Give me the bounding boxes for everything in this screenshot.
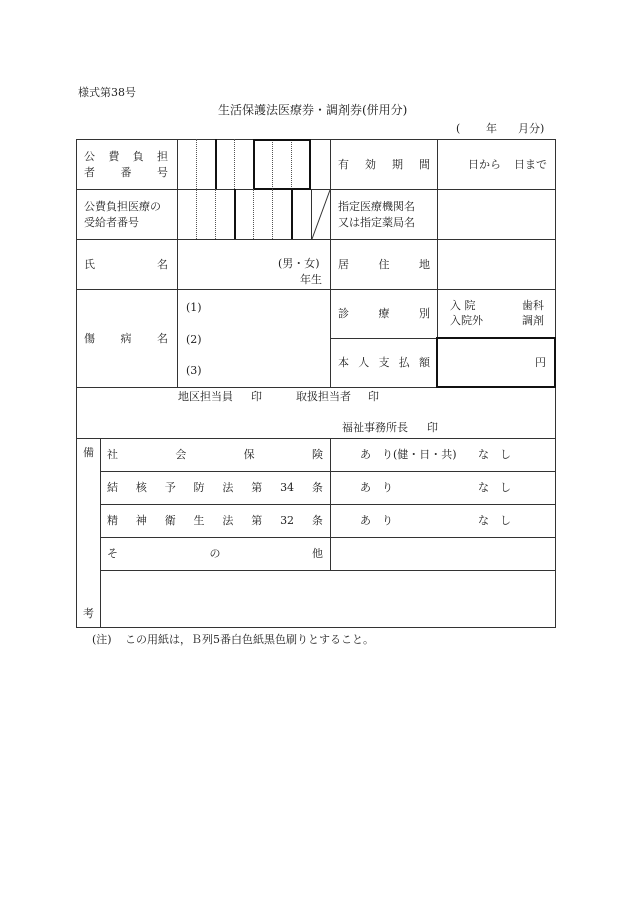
remarks-item-mental-health: 精 神 衛 生 法 第 32 条 (107, 514, 323, 527)
remarks-item-social-insurance: 社 会 保 険 (107, 448, 323, 461)
validity-from: 日から (468, 158, 501, 171)
treatment-inpatient[interactable]: 入 院 (450, 299, 476, 312)
disease-item-2[interactable]: (2) (186, 333, 202, 346)
date-paren-open: ( (456, 122, 461, 135)
copay-field[interactable] (439, 340, 532, 386)
treatment-outpatient[interactable]: 入院外 (450, 314, 483, 327)
note-label: (注) (92, 633, 112, 646)
tuberculosis-no[interactable]: な し (478, 481, 511, 494)
remarks-item-other: そ の 他 (107, 547, 323, 560)
disease-item-1[interactable]: (1) (186, 301, 202, 314)
payer-number-field[interactable] (178, 140, 330, 189)
treatment-dispensing[interactable]: 調剤 (522, 314, 544, 327)
other-field[interactable] (331, 538, 555, 570)
remarks-item-tuberculosis: 結 核 予 防 法 第 34 条 (107, 481, 323, 494)
remarks-free-field[interactable] (101, 571, 555, 627)
date-year: 年 (486, 122, 497, 135)
mental-health-no[interactable]: な し (478, 514, 511, 527)
address-label: 居 住 地 (338, 258, 430, 271)
date-month-unit: 月分) (518, 122, 545, 135)
office-chief-label: 福祉事務所長 (342, 421, 408, 434)
district-officer-label: 地区担当員 (178, 390, 233, 403)
institution-field[interactable] (438, 190, 555, 239)
copay-unit: 円 (535, 356, 546, 369)
payer-number-label-line1: 公 費 負 担 (84, 150, 168, 163)
institution-label-line2: 又は指定薬局名 (338, 216, 415, 229)
validity-field[interactable] (438, 140, 555, 189)
district-officer-seal[interactable]: 印 (251, 390, 262, 403)
social-insurance-no[interactable]: な し (478, 448, 511, 461)
disease-label: 傷 病 名 (84, 332, 168, 345)
recipient-number-slash (311, 189, 331, 240)
office-chief-seal[interactable]: 印 (427, 421, 438, 434)
social-insurance-yes[interactable]: あ り(健・日・共) (360, 448, 457, 461)
name-label: 氏 名 (84, 258, 168, 271)
name-field[interactable] (178, 240, 273, 289)
treatment-dental[interactable]: 歯科 (522, 299, 544, 312)
payer-number-label-line2: 者 番 号 (84, 166, 168, 179)
institution-label-line1: 指定医療機関名 (338, 200, 415, 213)
treatment-label: 診 療 別 (338, 307, 430, 320)
remarks-label-bottom: 考 (83, 607, 94, 620)
mental-health-yes[interactable]: あ り (360, 514, 393, 527)
handler-seal[interactable]: 印 (368, 390, 379, 403)
recipient-number-label-line2: 受給者番号 (84, 216, 139, 229)
form-number: 様式第38号 (78, 86, 136, 99)
copay-label: 本 人 支 払 額 (338, 356, 430, 369)
handler-label: 取扱担当者 (296, 390, 351, 403)
recipient-number-field[interactable] (178, 190, 311, 239)
disease-item-3[interactable]: (3) (186, 364, 202, 377)
tuberculosis-yes[interactable]: あ り (360, 481, 393, 494)
gender-choice[interactable]: (男・女) (278, 257, 320, 270)
note-text: この用紙は，Ｂ列5番白色紙黒色刷りとすること。 (125, 633, 374, 646)
birth-year-label: 年生 (300, 273, 322, 286)
remarks-label-top: 備 (83, 446, 94, 459)
validity-label: 有 効 期 間 (338, 158, 430, 171)
validity-to: 日まで (514, 158, 547, 171)
page-title: 生活保護法医療券・調剤券(併用分) (218, 103, 408, 117)
recipient-number-label-line1: 公費負担医療の (84, 200, 161, 213)
address-field[interactable] (438, 240, 555, 289)
